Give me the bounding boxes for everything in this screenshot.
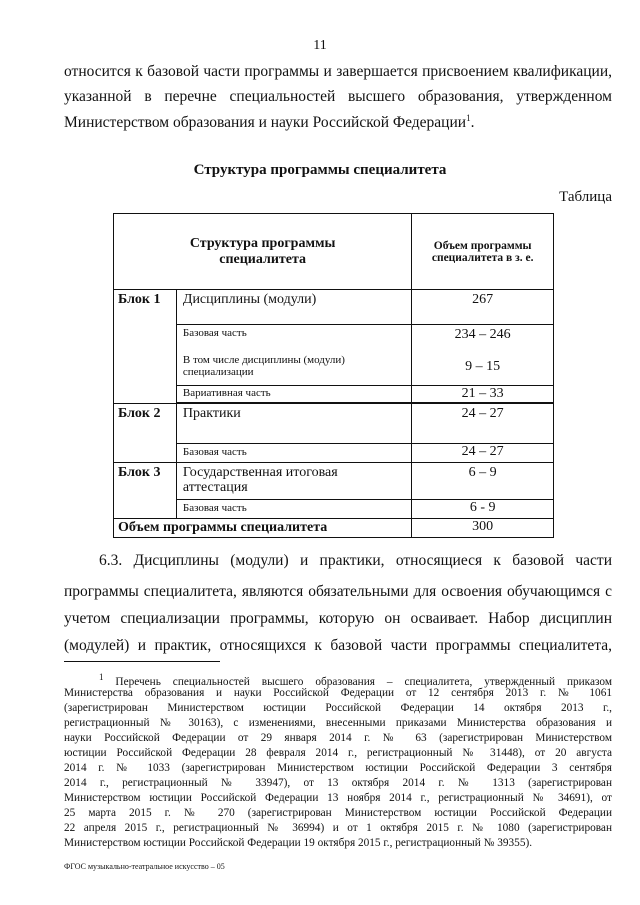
total-label: Объем программы специалитета [114,519,412,538]
block-1-label: Блок 1 [114,290,177,404]
table-row [114,500,554,519]
table-row [114,463,554,500]
block-3-base-value: 6 - 9 [412,500,554,519]
volume-column-header [412,214,554,290]
table-heading: Структура программы специалитета [193,162,447,178]
program-structure-table [113,213,554,538]
footnote-line-8: 2014 г., регистрационный № 33947), от 13 октября 2014 г. № 1313 (зарегистрирован [64,777,612,789]
block-3-title-line-2: аттестация [182,480,248,496]
table-row [114,444,554,463]
table-label: Таблица [559,189,612,205]
footnote-line-6: юстиции Российской Федерации 28 февраля 2014 г., регистрационный № 31448), от 20 августа [64,747,612,759]
block-3-title-value: 6 – 9 [412,463,554,500]
footnote-reference: 1 [466,113,471,123]
block-2-base-value: 24 – 27 [412,444,554,463]
block-3-title-cell [176,463,411,500]
para-6-3-line-4: (модулей) и практик, относящихся к базовой части программы специалитета, [64,637,612,654]
block-1-base: Базовая часть [182,327,247,339]
block-1-spec-line-1: В том числе дисциплины (модули) [182,354,345,366]
footnote-line-2: Министерства образования и науки Российской Федерации от 12 сентября 2013 г. № 1061 [64,687,612,699]
block-1-spec-value: 9 – 15 [465,359,501,374]
volume-header-line-1: Объем программы [433,239,532,252]
intro-last-line: Министерством образования и науки Российской Федерации [64,114,467,132]
block-3-label: Блок 3 [114,463,177,519]
footnote-line-1 [99,673,612,688]
para-6-3-line-1: 6.3. Дисциплины (модули) и практики, относящиеся к базовой части [99,552,612,569]
block-1-title: Дисциплины (модули) [176,290,411,325]
table-row [114,325,554,386]
footnote-line-9: Министерством юстиции Российской Федерации 13 ноября 2014 г., регистрационный № 34691), от [64,792,612,804]
block-2-base: Базовая часть [176,444,411,463]
footnote-line-10: 25 марта 2015 г. № 270 (зарегистрирован Министерством юстиции Российской Федерации [64,807,612,819]
footnote-marker: 1 [99,672,104,682]
page-number: 11 [313,38,327,53]
block-1-base-cell [176,325,411,386]
footnote-line-7: 2014 г. № 1033 (зарегистрирован Министерством юстиции Российской Федерации 3 сентября [64,762,612,774]
intro-line-1: относится к базовой части программы и завершается присвоением квалификации, [64,63,612,80]
intro-line-3: Министерством образования и науки Российской Федерации$^1$. [64,113,475,132]
para-6-3-line-3: учетом специализации программы, которую он осваивает. Набор дисциплин [64,610,612,627]
para-6-3-line-2: программы специалитета, являются обязательными для освоения обучающимся с [64,583,612,600]
block-2-title-value: 24 – 27 [412,404,554,444]
structure-header-line-1: Структура программы [189,235,336,251]
table-row [114,404,554,444]
footnote-line-5: науки Российской Федерации от 29 января 2014 г. № 63 (зарегистрирован Министерством [64,732,612,744]
block-3-title-line-1: Государственная итоговая [182,465,338,480]
table-header-row [114,214,554,290]
block-3-base: Базовая часть [176,500,411,519]
document-footer: ФГОС музыкально-театральное искусство – 05 [64,862,225,871]
footnote-line-4: регистрационный № 30163), с изменениями, внесенными приказами Министерства образования и [64,717,612,729]
volume-header-line-2: специалитета в з. е. [431,251,534,264]
footnote-line-11: 22 апреля 2015 г., регистрационный № 36994) и от 1 октября 2015 г. № 1080 (зарегистрирован [64,822,612,834]
block-1-variative: Вариативная часть [176,386,411,403]
structure-header-line-2: специалитета [219,251,307,267]
block-1-variative-value: 21 – 33 [412,386,554,403]
footnote-first-line: Перечень специальностей высшего образования – специалитета, утвержденный приказом [103,675,612,688]
block-2-label: Блок 2 [114,404,177,463]
block-1-title-value: 267 [412,290,554,325]
table-row [114,290,554,325]
intro-line-2: указанной в перечне специальностей высшего образования, утвержденном [64,88,612,105]
block-1-base-value: 234 – 246 [454,327,511,342]
structure-column-header [114,214,412,290]
footnote-separator [64,661,220,662]
block-1-spec-line-2: специализации [182,366,254,378]
block-1-base-value-cell [412,325,554,386]
table-row [114,386,554,403]
footnote-line-3: (зарегистрирован Министерством юстиции Российской Федерации 14 октября 2013 г., [64,702,612,714]
block-2-title: Практики [176,404,411,444]
footnote-line-12: Министерством юстиции Российской Федерации 19 октября 2015 г., регистрационный № 39355). [64,837,533,849]
total-value: 300 [412,519,554,538]
table-total-row [114,519,554,538]
